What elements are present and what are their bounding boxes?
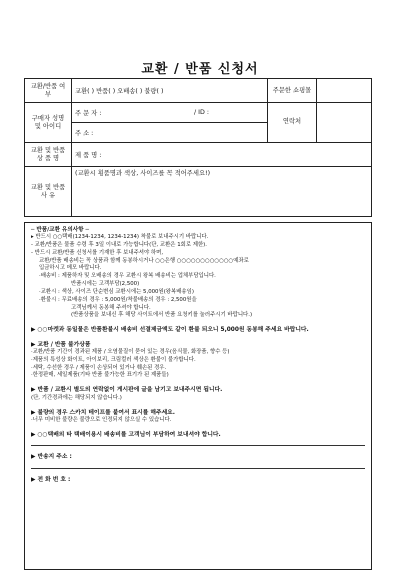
note-line: - 교환/반품은 물품 수령 후 3일 이내로 가능합니다(단, 교환은 1회로 제한).	[31, 241, 207, 248]
type-options[interactable]: 교환( ) 반품( ) 오배송( ) 불량( )	[72, 79, 268, 103]
reason-hint: (교환시 횡품명과 색상, 사이즈를 꼭 적어주세요!)	[75, 170, 211, 177]
contact-field[interactable]	[317, 103, 372, 143]
note-line: ·한정판매, 세일제품(기타 반품 불가능한 표기가 된 제품들)	[31, 372, 169, 379]
note-line: ·너무 미비한 불량은 불량으로 인정되지 않으실 수 있습니다.	[31, 416, 172, 423]
note-line: ▸ 반드시 ○○택배(1234-1234, 1234-1234) 착불로 보내주시기 바랍니다.	[31, 234, 209, 241]
divider	[31, 445, 365, 446]
contact-label: 연락처	[268, 103, 317, 143]
buyer-label: 구매자 성명 및 아이디	[25, 103, 72, 143]
id-field[interactable]	[191, 103, 268, 123]
phone-label: ▶ 전 화 번 호 :	[31, 476, 71, 483]
note-line: ·제품의 특성상 화이트, 아이보리, 크림컬러 색상은 환불이 불가합니다.	[31, 356, 196, 363]
product-name-label: 제 품 명 :	[75, 152, 102, 159]
note-line: (단, 기간경과에는 해당되지 않습니다.)	[31, 394, 122, 401]
non-returnable-heading: ▶ 교환 / 반품 불가상품	[31, 341, 91, 348]
shop-label: 주문한 쇼핑몰	[268, 79, 317, 103]
notice-shipping-refund: ▶ ○○마켓과 동일물은 반품환불시 배송비 선결제금액도 같이 환불 되오니 5,000원 동봉해 주세요 바랍니다.	[31, 327, 309, 334]
return-address-label: ▶ 반송지 주소 :	[31, 453, 72, 460]
note-line: ·세탁, 수선한 경우 / 제품이 손상되어 있거나 훼손된 경우.	[31, 364, 167, 371]
notice-defect-tape: ▶ 불량의 경우 스카치 테이프를 붙여서 표시를 해주세요.	[31, 409, 175, 416]
return-address-field[interactable]	[31, 448, 365, 466]
note-line: (반품상품을 보내신 후 해당 사이트에서 반품 요청키를 눌러주시기 바랍니다.)	[71, 312, 253, 319]
note-line: ·교환/반품 기간이 경과된 제품 / 오염물질이 묻어 있는 경우(음식물, 화장품, 향수 등)	[31, 349, 230, 355]
notice-board-post: ▶ 반품 / 교환시 별도의 연락없이 게시판에 글을 남기고 보내주시면 됩니다.	[31, 387, 223, 394]
note-line: 입금하시고 메모 바랍니다.	[39, 265, 102, 272]
orderer-field[interactable]	[72, 103, 192, 123]
note-line: 고객님께서 동봉해 주셔야 합니다.	[71, 304, 151, 311]
address-field[interactable]	[72, 123, 268, 143]
product-label: 교환 및 반품 상 품 명	[25, 143, 72, 167]
note-line: ·교환시 : 색상, 사이즈 단순변심 교환시에는 5,000원(왕복배송임)	[39, 288, 194, 295]
note-line: - 반드시 교환/반품 신청서를 기재한 후 보내주셔야 하며,	[31, 249, 164, 256]
note-line: 반품시에는 고객부담(2,500)	[71, 281, 140, 288]
form-title: 교환 / 반품 신청서	[141, 62, 259, 77]
note-line: 교환/반품 배송비는 꼭 상품과 함께 동봉하시거나 ○○은행 ○○○○○○○○○○○○예좌로	[39, 257, 249, 264]
notice-other-courier: ▶ ○○택배외 타 택배이용시 배송비를 고객님이 부담하여 보내셔야 합니다.	[31, 431, 221, 438]
application-form-table	[24, 78, 372, 217]
reason-field[interactable]	[72, 167, 372, 217]
type-label: 교환/반품 여부	[25, 79, 72, 103]
note-line: ·배송비 : 제품하자 및 오배송의 경우 교환시 왕복 배송비는 업체부담입니다.	[39, 273, 216, 280]
id-label: / ID :	[194, 109, 209, 116]
orderer-label: 주 문 자 :	[75, 110, 102, 117]
note-line: ·환불시 : 무료배송의 경우 : 5,000원/착불배송의 경우 : 2,500원을	[39, 296, 197, 303]
phone-field[interactable]	[31, 471, 365, 489]
shop-field[interactable]	[317, 79, 372, 103]
divider	[31, 468, 365, 469]
address-label: 주 소 :	[75, 130, 94, 137]
product-field[interactable]	[72, 143, 372, 167]
reason-label: 교환 및 반품 사 유	[25, 167, 72, 217]
notes-box	[24, 222, 372, 570]
notes-heading: ─ 반품/교환 유의사항 ─	[31, 227, 89, 233]
